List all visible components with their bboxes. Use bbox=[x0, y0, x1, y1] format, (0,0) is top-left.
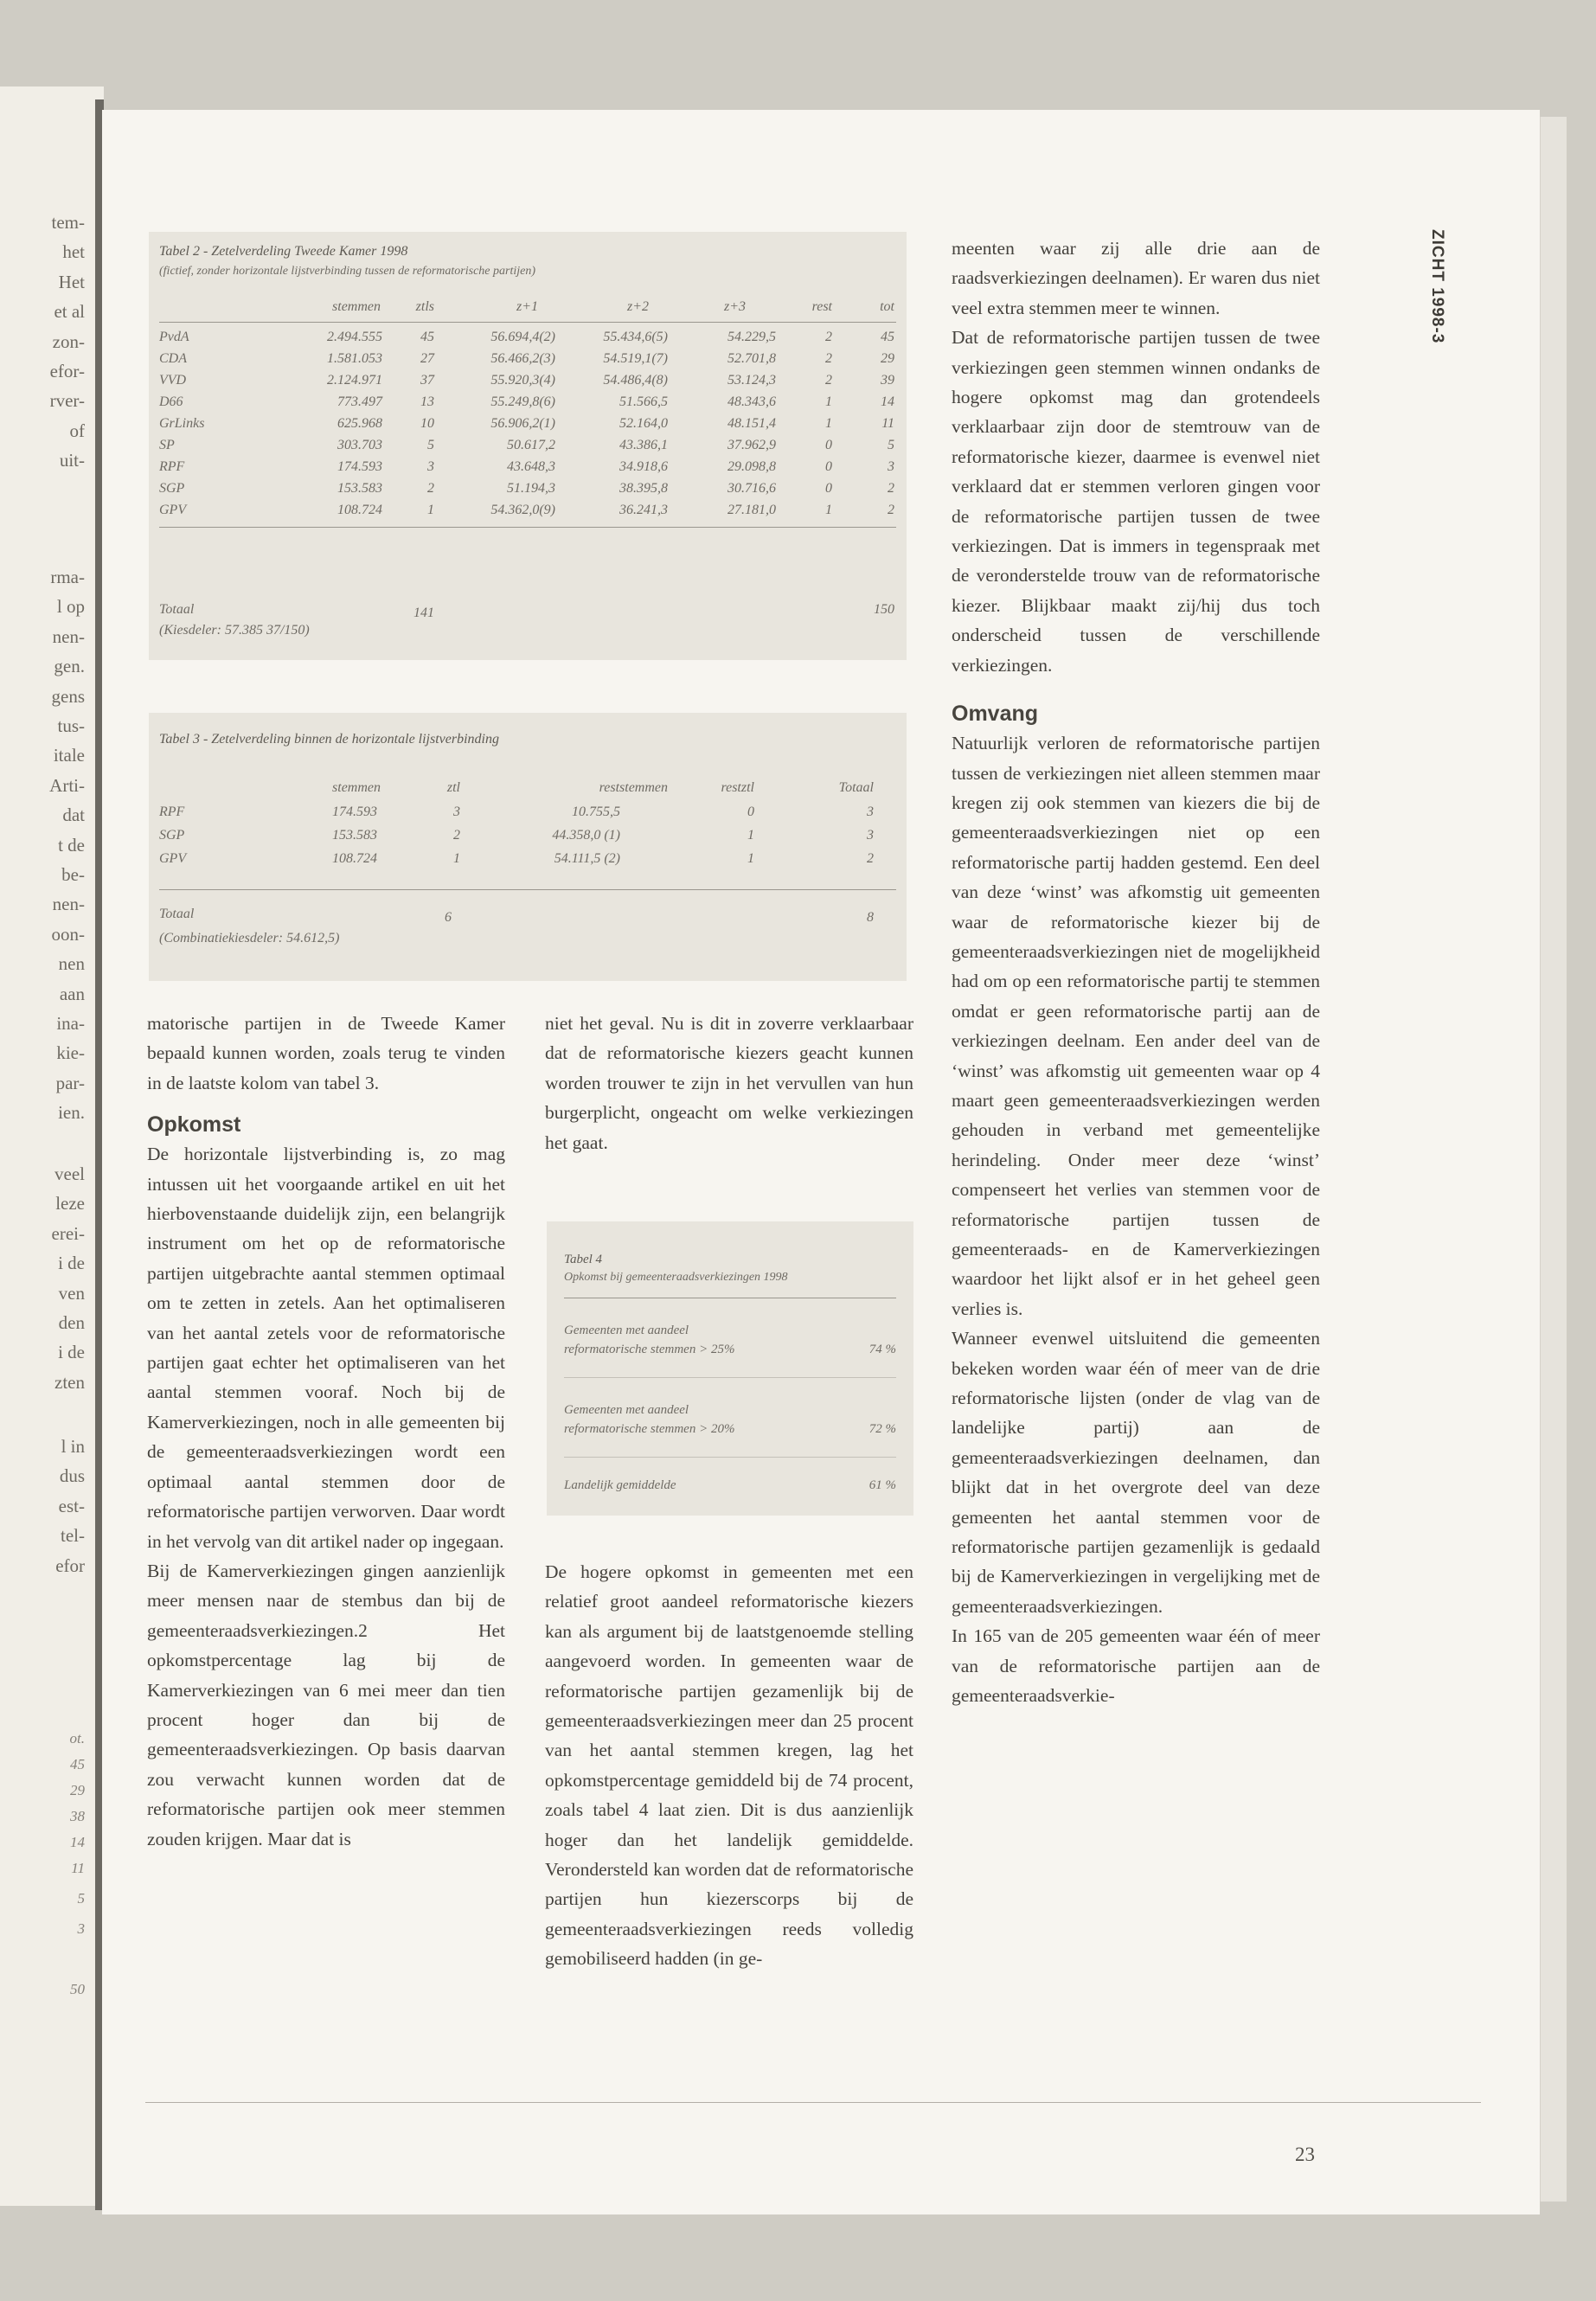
left-page-number-fragment: 45 bbox=[70, 1756, 85, 1772]
left-page-number-fragment: 5 bbox=[77, 1890, 85, 1907]
left-page-text-fragment: Arti- bbox=[49, 774, 85, 796]
table-cell: 773.497 bbox=[337, 394, 382, 409]
table-cell: 5 bbox=[427, 438, 434, 452]
left-page-number-fragment: 29 bbox=[70, 1782, 85, 1798]
paragraph: niet het geval. Nu is dit in zoverre verklaarbaar dat de reformatorische kiezers geacht kunnen worden trouwer te zijn in het vervullen van hun burgerplicht, ongeacht om welke verkiezingen het gaat. bbox=[545, 1013, 913, 1153]
table-cell: 55.920,3(4) bbox=[490, 373, 555, 388]
row-value: 74 % bbox=[869, 1343, 896, 1356]
left-page-text-fragment: zten bbox=[54, 1371, 85, 1393]
table-cell: 1 bbox=[825, 503, 832, 517]
row-value: 61 % bbox=[869, 1478, 896, 1492]
table-cell: 2 bbox=[888, 503, 894, 517]
table-cell: 53.124,3 bbox=[727, 373, 776, 388]
row-label: Gemeenten met aandeel bbox=[564, 1403, 689, 1417]
table-rule bbox=[564, 1377, 896, 1378]
left-page-text-fragment: itale bbox=[53, 745, 85, 766]
text-column-2 bbox=[545, 1009, 913, 1157]
left-page-text-fragment: of bbox=[69, 420, 85, 441]
table-cell: 54.229,5 bbox=[727, 330, 776, 344]
table-cell: 2 bbox=[427, 481, 434, 496]
table-cell: 1 bbox=[825, 394, 832, 409]
party-label: RPF bbox=[159, 459, 185, 474]
column-header: stemmen bbox=[332, 780, 381, 795]
page-edge bbox=[1540, 117, 1567, 2202]
table-cell: 55.434,6(5) bbox=[603, 330, 668, 344]
row-label: Landelijk gemiddelde bbox=[564, 1478, 676, 1492]
left-page-text-fragment: i de bbox=[58, 1253, 85, 1274]
total-label: Totaal bbox=[159, 907, 195, 921]
total-ztl: 6 bbox=[445, 910, 452, 925]
table-rule bbox=[159, 527, 896, 528]
table-cell: 14 bbox=[881, 394, 894, 409]
table-cell: 44.358,0 (1) bbox=[552, 828, 620, 843]
column-header: tot bbox=[880, 299, 894, 314]
table-cell: 56.466,2(3) bbox=[490, 351, 555, 366]
column-header: rest bbox=[811, 299, 832, 314]
table-cell: 303.703 bbox=[337, 438, 382, 452]
table-cell: 48.151,4 bbox=[727, 416, 776, 431]
party-label: RPF bbox=[159, 804, 185, 819]
table-cell: 2.124.971 bbox=[327, 373, 382, 388]
table-cell: 5 bbox=[888, 438, 894, 452]
table-cell: 13 bbox=[420, 394, 434, 409]
paragraph: matorische partijen in de Tweede Kamer bepaald kunnen worden, zoals terug te vinden in de laatste kolom van tabel 3. bbox=[147, 1013, 505, 1093]
table-cell: 45 bbox=[420, 330, 434, 344]
left-page-text-fragment: nen- bbox=[52, 894, 85, 915]
party-label: GPV bbox=[159, 503, 187, 517]
section-heading-omvang: Omvang bbox=[952, 702, 1039, 727]
left-page-text-fragment: oon- bbox=[51, 923, 85, 945]
table-cell: 54.519,1(7) bbox=[603, 351, 668, 366]
table-cell: 38.395,8 bbox=[619, 481, 668, 496]
party-label: CDA bbox=[159, 351, 187, 366]
table-cell: 2 bbox=[825, 373, 832, 388]
table-cell: 10.755,5 bbox=[572, 804, 620, 819]
table-4-subtitle: Opkomst bij gemeenteraadsverkiezingen 1998 bbox=[564, 1271, 788, 1284]
left-page-text-fragment: zon- bbox=[52, 330, 85, 352]
left-page-text-fragment: ven bbox=[58, 1282, 85, 1304]
table-cell: 2.494.555 bbox=[327, 330, 382, 344]
party-label: PvdA bbox=[159, 330, 189, 344]
table-cell: 1 bbox=[825, 416, 832, 431]
paragraph: De hogere opkomst in gemeenten met een relatief groot aandeel reformatorische kiezers kan als argument bij de laatstgenoemde stelling aangevoerd worden. In gemeenten waar de reformatorische partijen gezamenlijk bij de gemeenteraadsverkiezingen meer dan 25 procent van het aantal stemmen kregen, lag het opkomstpercentage gemiddeld bij de 74 procent, zoals tabel 4 laat zien. Dit is dus aanzienlijk hoger dan het landelijk gemiddelde. Verondersteld kan worden dat de reformatorische partijen hun kiezerscorps bij de gemeenteraadsverkiezingen reeds volledig gemobiliseerd hadden (in ge- bbox=[545, 1561, 913, 1970]
table-cell: 54.486,4(8) bbox=[603, 373, 668, 388]
table-cell: 3 bbox=[867, 804, 874, 819]
paragraph: Bij de Kamerverkiezingen gingen aanzienlijk meer mensen naar de stembus dan bij de gemeenteraadsverkiezingen.2 Het opkomstpercentage lag bij de Kamerverkiezingen van 6 mei meer dan tien procent hoger dan bij de gemeenteraadsverkiezingen. Op basis daarvan zou verwacht kunnen worden dat de reformatorische partijen ook meer stemmen zouden krijgen. Maar dat is bbox=[147, 1560, 505, 1849]
page-number: 23 bbox=[1295, 2144, 1315, 2165]
text-column-3 bbox=[952, 234, 1320, 1711]
table-cell: 3 bbox=[427, 459, 434, 474]
left-page-text-fragment: dus bbox=[59, 1465, 85, 1487]
table-cell: 2 bbox=[888, 481, 894, 496]
left-page-text-fragment: rver- bbox=[49, 390, 85, 412]
table-cell: 37.962,9 bbox=[727, 438, 776, 452]
text-column-1 bbox=[147, 1009, 505, 1854]
party-label: SGP bbox=[159, 828, 185, 843]
table-cell: 39 bbox=[881, 373, 894, 388]
table-cell: 43.648,3 bbox=[507, 459, 555, 474]
table-cell: 30.716,6 bbox=[727, 481, 776, 496]
text-column-2-lower bbox=[545, 1557, 913, 1974]
table-cell: 1 bbox=[453, 851, 460, 866]
left-page-text-fragment: dat bbox=[62, 804, 85, 826]
left-page-text-fragment: Het bbox=[58, 271, 85, 292]
table-cell: 1.581.053 bbox=[327, 351, 382, 366]
table-3-title: Tabel 3 - Zetelverdeling binnen de horizontale lijstverbinding bbox=[159, 732, 499, 747]
left-page-text-fragment: gen. bbox=[54, 656, 85, 677]
left-page-text-fragment: par- bbox=[55, 1072, 85, 1093]
total-label: Totaal bbox=[159, 602, 195, 617]
paragraph: meenten waar zij alle drie aan de raadsverkiezingen deelnamen). Er waren dus niet veel extra stemmen meer te winnen. bbox=[952, 238, 1320, 318]
table-cell: 52.164,0 bbox=[619, 416, 668, 431]
table-cell: 37 bbox=[420, 373, 434, 388]
table-cell: 0 bbox=[825, 438, 832, 452]
table-cell: 52.701,8 bbox=[727, 351, 776, 366]
left-page-number-fragment: 14 bbox=[70, 1834, 85, 1850]
footer-rule bbox=[145, 2102, 1481, 2103]
left-page-number-fragment: 11 bbox=[71, 1860, 85, 1876]
paragraph: In 165 van de 205 gemeenten waar één of meer van de reformatorische partijen aan de gemeenteraadsverkie- bbox=[952, 1625, 1320, 1707]
table-4-title: Tabel 4 bbox=[564, 1253, 603, 1266]
left-page-text-fragment: veel bbox=[54, 1163, 85, 1184]
party-label: GPV bbox=[159, 851, 187, 866]
row-label: reformatorische stemmen > 25% bbox=[564, 1343, 735, 1356]
party-label: GrLinks bbox=[159, 416, 205, 431]
left-page-text-fragment: nen bbox=[58, 953, 85, 975]
left-page-text-fragment: et al bbox=[54, 301, 85, 323]
table-cell: 153.583 bbox=[337, 481, 382, 496]
table-cell: 34.918,6 bbox=[619, 459, 668, 474]
row-label: reformatorische stemmen > 20% bbox=[564, 1422, 735, 1436]
table-2 bbox=[149, 232, 907, 660]
running-head: ZICHT 1998-3 bbox=[1428, 229, 1446, 344]
table-cell: 45 bbox=[881, 330, 894, 344]
table-cell: 1 bbox=[747, 828, 754, 843]
table-cell: 174.593 bbox=[337, 459, 382, 474]
table-cell: 108.724 bbox=[337, 503, 382, 517]
table-cell: 27 bbox=[420, 351, 434, 366]
left-page-text-fragment: t de bbox=[58, 834, 85, 856]
table-cell: 0 bbox=[825, 481, 832, 496]
table-2-subtitle: (fictief, zonder horizontale lijstverbinding tussen de reformatorische partijen) bbox=[159, 265, 535, 278]
left-page-text-fragment: l op bbox=[56, 596, 85, 618]
column-header: z+2 bbox=[626, 299, 649, 314]
table-3 bbox=[149, 713, 907, 981]
left-page-text-fragment: uit- bbox=[59, 450, 85, 471]
left-page-text-fragment: leze bbox=[55, 1193, 85, 1215]
paragraph: Dat de reformatorische partijen tussen de twee verkiezingen geen stemmen winnen ondanks de hogere opkomst mag dan grotendeels verklaarbaar zijn door de stemtrouw van de reformatorische kiezer, daarmee is evenwel niet verklaard dat er stemmen verloren gingen voor de reformatorische partijen tussen de twee verkiezingen. Dat is immers in tegenspraak met de veronderstelde trouw van de reformatorische kiezer. Blijkbaar maakt zij/hij dus toch onderscheid tussen de verschillende verkiezingen. bbox=[952, 327, 1320, 676]
table-cell: 2 bbox=[867, 851, 874, 866]
paragraph: Wanneer evenwel uitsluitend die gemeenten bekeken worden waar één of meer van de drie reformatorische lijsten (onder de vlag van de landelijke partij) aan de gemeenteraadsverkiezingen deelnamen, dan blijkt dat in het overgrote deel van deze gemeenten het aantal stemmen voor de reformatorische partijen gezamenlijk is gedaald bij de Kamerverkiezingen in vergelijking met de gemeenteraadsverkiezingen. bbox=[952, 1328, 1320, 1617]
table-cell: 43.386,1 bbox=[619, 438, 668, 452]
table-cell: 36.241,3 bbox=[619, 503, 668, 517]
column-header: stemmen bbox=[332, 299, 381, 314]
table-cell: 625.968 bbox=[337, 416, 382, 431]
left-page-text-fragment: est- bbox=[58, 1495, 85, 1516]
table-cell: 0 bbox=[825, 459, 832, 474]
left-page-text-fragment: erei- bbox=[51, 1222, 85, 1244]
paragraph: De horizontale lijstverbinding is, zo mag intussen uit het voorgaande artikel en uit het hierbovenstaande duidelijk zijn, een belangrijk instrument om het op de reformatorische partijen uitgebrachte aantal stemmen optimaal om te zetten in zetels. Aan het optimaliseren van het aantal zetels voor de reformatorische partijen gaat echter het optimaliseren van het aantal stemmen vooraf. Noch bij de Kamerverkiezingen, noch in alle gemeenten bij de gemeenteraadsverkiezingen wordt een optimaal aantal stemmen door de reformatorische partijen verworven. Daar wordt in het vervolg van dit artikel nader op ingegaan. bbox=[147, 1144, 505, 1552]
left-page-text-fragment: be- bbox=[61, 864, 85, 885]
left-page-text-fragment: aan bbox=[59, 983, 85, 1004]
column-header: restztl bbox=[721, 780, 754, 795]
table-cell: 174.593 bbox=[332, 804, 377, 819]
table-cell: 2 bbox=[825, 351, 832, 366]
table-cell: 11 bbox=[881, 416, 894, 431]
left-page-text-fragment: ien. bbox=[58, 1102, 85, 1124]
table-cell: 56.694,4(2) bbox=[490, 330, 555, 344]
table-cell: 1 bbox=[747, 851, 754, 866]
left-page-text-fragment: gens bbox=[51, 685, 85, 707]
table-2-title: Tabel 2 - Zetelverdeling Tweede Kamer 1998 bbox=[159, 244, 408, 259]
left-page-number-fragment: ot. bbox=[69, 1730, 85, 1747]
column-header: reststemmen bbox=[599, 780, 668, 795]
column-header: z+3 bbox=[723, 299, 746, 314]
left-page-text-fragment: den bbox=[58, 1312, 85, 1333]
table-cell: 10 bbox=[420, 416, 434, 431]
table-cell: 27.181,0 bbox=[727, 503, 776, 517]
party-label: VVD bbox=[159, 373, 187, 388]
row-label: Gemeenten met aandeel bbox=[564, 1324, 689, 1337]
left-page-number-fragment: 3 bbox=[77, 1920, 85, 1937]
total-totaal: 8 bbox=[867, 910, 874, 925]
party-label: SP bbox=[159, 438, 175, 452]
row-value: 72 % bbox=[869, 1422, 896, 1436]
table-cell: 3 bbox=[888, 459, 894, 474]
left-page-text-fragment: het bbox=[62, 241, 85, 263]
left-page-text-fragment: rma- bbox=[50, 567, 85, 587]
table-cell: 48.343,6 bbox=[727, 394, 776, 409]
paragraph: Natuurlijk verloren de reformatorische partijen tussen de verkiezingen niet alleen stemmen maar kregen zij ook stemmen van kiezers die bij de gemeenteraadsverkiezingen niet op een reformatorische partij hadden gestemd. Een deel van deze ‘winst’ was afkomstig uit gemeenten waar de reformatorische kiezer bij de gemeenteraadsverkiezingen niet de mogelijkheid had om op een reformatorische partij te stemmen omdat er geen reformatorische partij aan de verkiezingen deelnam. Een ander deel van de ‘winst’ was afkomstig uit gemeenten waar op 4 maart geen gemeenteraadsverkiezingen werden gehouden in verband met gemeentelijke herindeling. Onder meer deze ‘winst’ compenseert het verlies van stemmen voor de reformatorische partijen tussen de gemeenteraads- en de Kamerverkiezingen waardoor het lijkt alsof er in het geheel geen verlies is. bbox=[952, 733, 1320, 1319]
table-cell: 108.724 bbox=[332, 851, 377, 866]
party-label: SGP bbox=[159, 481, 185, 496]
left-page-text-fragment: kie- bbox=[56, 1042, 85, 1064]
table-cell: 29 bbox=[881, 351, 894, 366]
table-cell: 51.194,3 bbox=[507, 481, 555, 496]
left-page-text-fragment: tel- bbox=[61, 1525, 85, 1547]
table-cell: 1 bbox=[427, 503, 434, 517]
left-page-text-fragment: ina- bbox=[56, 1013, 85, 1034]
table-cell: 54.362,0(9) bbox=[490, 503, 555, 517]
table-note: (Combinatiekiesdeler: 54.612,5) bbox=[159, 931, 340, 945]
table-cell: 54.111,5 (2) bbox=[554, 851, 620, 866]
left-page-text-fragment: efor bbox=[55, 1554, 85, 1576]
column-header: ztls bbox=[415, 299, 434, 314]
total-tot: 150 bbox=[874, 602, 894, 617]
left-page-number-fragment: 50 bbox=[70, 1981, 85, 1997]
left-page-text-fragment: tem- bbox=[51, 212, 85, 233]
party-label: D66 bbox=[159, 394, 183, 409]
table-cell: 55.249,8(6) bbox=[490, 394, 555, 409]
column-header: z+1 bbox=[516, 299, 538, 314]
table-rule bbox=[159, 322, 896, 323]
left-page-strip bbox=[0, 87, 104, 2206]
column-header: Totaal bbox=[838, 780, 874, 795]
left-page-text-fragment: l in bbox=[61, 1436, 85, 1457]
left-page-text-fragment: efor- bbox=[49, 361, 85, 381]
table-rule bbox=[159, 889, 896, 890]
table-cell: 29.098,8 bbox=[727, 459, 776, 474]
table-cell: 50.617,2 bbox=[507, 438, 555, 452]
table-note: (Kiesdeler: 57.385 37/150) bbox=[159, 623, 310, 638]
table-cell: 2 bbox=[453, 828, 460, 843]
left-page-text-fragment: nen- bbox=[52, 625, 85, 647]
total-ztls: 141 bbox=[413, 606, 434, 620]
left-page-text-fragment: i de bbox=[58, 1342, 85, 1363]
section-heading-opkomst: Opkomst bbox=[147, 1112, 241, 1138]
left-page-text-fragment: tus- bbox=[57, 715, 85, 736]
table-cell: 2 bbox=[825, 330, 832, 344]
column-header: ztl bbox=[446, 780, 460, 795]
table-cell: 56.906,2(1) bbox=[490, 416, 555, 431]
table-rule bbox=[564, 1457, 896, 1458]
table-cell: 51.566,5 bbox=[619, 394, 668, 409]
left-page-number-fragment: 38 bbox=[70, 1808, 85, 1824]
table-cell: 0 bbox=[747, 804, 754, 819]
table-4 bbox=[547, 1221, 913, 1516]
table-cell: 3 bbox=[453, 804, 460, 819]
table-cell: 3 bbox=[867, 828, 874, 843]
table-cell: 153.583 bbox=[332, 828, 377, 843]
